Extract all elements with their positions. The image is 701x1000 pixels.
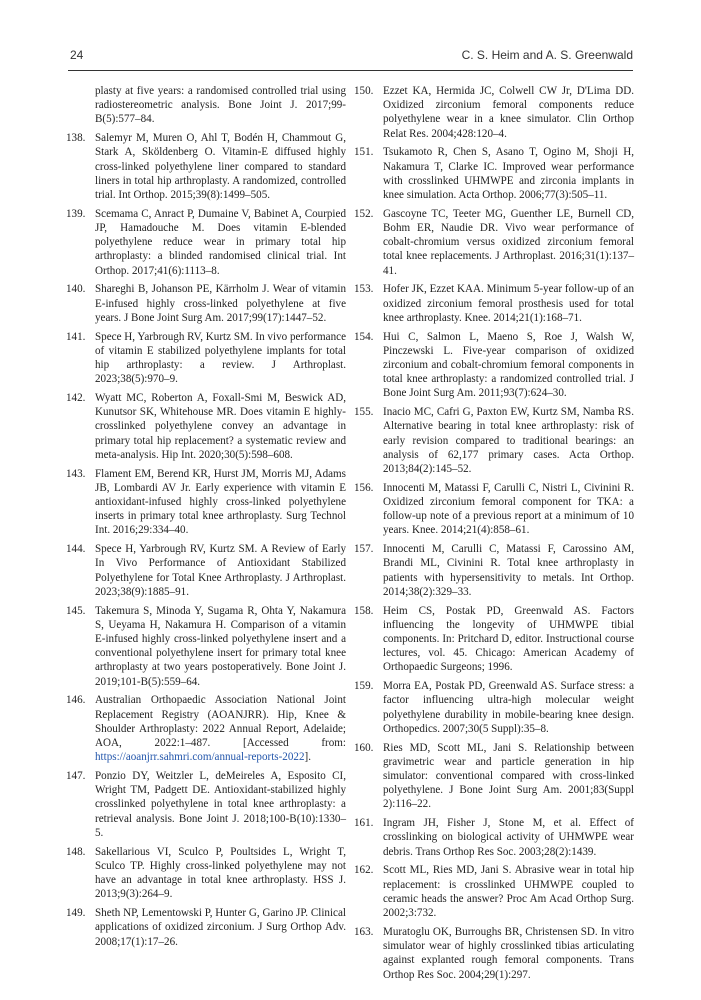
reference-entry [66,131,346,202]
reference-text: Hofer JK, Ezzet KAA. Minimum 5-year follow-up of an oxidized zirconium femoral prosthesis used for total knee arthroplasty. Knee. 2014;21(1):168–71. [383,283,634,324]
reference-number: 140. [66,283,86,296]
reference-list-right [354,84,634,982]
reference-column-right [354,84,634,986]
reference-text: Hui C, Salmon L, Maeno S, Roe J, Walsh W, Pinczewski L. Five-year comparison of oxidized zirconium and cobalt-chromium femoral components in total knee arthroplasty: a randomized controlled trial. J Bone Joint Surg Am. 2011;93(7):624–30. [383,330,634,400]
reference-text: Sakellarious VI, Sculco P, Poultsides L, Wright T, Sculco TP. Highly cross-linked polyethylene may not have an advantage in total knee arthroplasty. HSS J. 2013;9(3):264–9. [95,845,346,901]
reference-entry [354,542,634,599]
reference-number: 139. [66,207,86,220]
reference-text: Takemura S, Minoda Y, Sugama R, Ohta Y, Nakamura S, Ueyama H, Nakamura H. Comparison of a vitamin E-infused highly cross-linked polyethylene insert and a conventional polyethylene insert for primary total knee arthroplasty at two years postoperatively. Bone Joint J. 2019;101-B(5):559–64. [95,604,346,688]
reference-text: Spece H, Yarbrough RV, Kurtz SM. A Review of Early In Vivo Performance of Antioxidant Stabilized Polyethylene for Total Knee Arthroplasty. J Arthroplast. 2023;38(9):1885–91. [95,543,346,598]
reference-number: 141. [66,330,86,343]
reference-number: 163. [354,925,374,938]
reference-entry [66,604,346,689]
reference-text: Wyatt MC, Roberton A, Foxall-Smi M, Beswick AD, Kunutsor SK, Whitehouse MR. Does vitamin E highly-crosslinked polyethylene convey an advantage in primary total hip replacement? a systematic review and meta-analysis. Hip Int. 2020;30(5):598–608. [95,392,346,461]
reference-number: 138. [66,132,86,145]
running-header [68,46,633,68]
reference-entry [66,693,346,764]
reference-number: 145. [66,604,86,617]
reference-number: 148. [66,845,86,858]
reference-text: Ries MD, Scott ML, Jani S. Relationship between gravimetric wear and particle generation in hip simulator: conventional compared with cross-linked polyethylene. J Bone Joint Surg Am. 2001;83(Suppl 2):116–22. [383,741,634,811]
reference-text: Ponzio DY, Weitzler L, deMeireles A, Esposito CI, Wright TM, Padgett DE. Antioxidant-stabilized highly crosslinked polyethylene in total knee arthroplasty: a retrieval analysis. Bone Joint J. 2018;100-B(10):1330–5. [95,770,346,839]
reference-entry [354,741,634,812]
reference-text: Innocenti M, Carulli C, Matassi F, Carossino AM, Brandi ML, Civinini R. Total knee arthroplasty in patients with hypersensitivity to metals. Int Orthop. 2014;38(2):329–33. [383,543,634,598]
reference-number: 154. [354,330,374,343]
reference-number: 159. [354,680,374,693]
reference-number: 143. [66,467,86,480]
reference-text: Inacio MC, Cafri G, Paxton EW, Kurtz SM, Namba RS. Alternative bearing in total knee arthroplasty: risk of early revision compared to traditional bearings: an analysis of 62,177 primary cases. Acta Orthop. 2013;84(2):145–52. [383,406,634,476]
reference-text: Ingram JH, Fisher J, Stone M, et al. Effect of crosslinking on biological activity of UHMWPE wear debris. Trans Orthop Res Soc. 2003;28(2):1439. [383,817,634,858]
reference-text: Morra EA, Postak PD, Greenwald AS. Surface stress: a factor influencing ultra-high molecular weight polyethylene durability in mobile-bearing knee design. Orthopedics. 2007;30(5 Suppl):35–8. [383,680,634,735]
reference-number: 146. [66,694,86,707]
reference-number: 147. [66,770,86,783]
reference-column-left [66,84,346,953]
reference-entry [66,282,346,325]
reference-entry [66,207,346,278]
reference-entry [66,845,346,902]
reference-number: 152. [354,207,374,220]
header-rule [68,70,633,71]
reference-number: 150. [354,85,374,97]
reference-number: 142. [66,392,86,405]
reference-text-tail: ]. [304,751,311,764]
reference-entry [66,330,346,387]
reference-entry [354,282,634,325]
reference-entry [66,391,346,462]
reference-entry [354,481,634,538]
reference-number: 156. [354,481,374,494]
reference-text: Scott ML, Ries MD, Jani S. Abrasive wear in total hip replacement: is crosslinked UHMWPE coupled to ceramic heads the answer? Proc Am Acad Orthop Surg. 2002;3:732. [383,864,634,920]
reference-number: 160. [354,741,374,754]
reference-entry [354,863,634,920]
reference-entry [354,604,634,675]
reference-text: Flament EM, Berend KR, Hurst JM, Morris MJ, Adams JB, Lombardi AV Jr. Early experience with vitamin E antioxidant-infused highly cross-linked polyethylene inserts in primary total knee arthroplasty. Surg Technol Int. 2016;29:334–40. [95,467,346,537]
reference-number: 151. [354,146,374,159]
reference-entry [354,679,634,736]
reference-entry [354,84,634,141]
reference-text: Heim CS, Postak PD, Greenwald AS. Factors influencing the longevity of UHMWPE tibial components. In: Pritchard D, editor. Instructional course lectures, vol. 45. Chicago: American Academy of Orthopaedic Surgeons; 1996. [383,604,634,674]
reference-text: Ezzet KA, Hermida JC, Colwell CW Jr, D'Lima DD. Oxidized zirconium femoral components reduce polyethylene wear in a knee simulator. Clin Orthop Relat Res. 2004;428:120–4. [383,85,634,140]
reference-text: Spece H, Yarbrough RV, Kurtz SM. In vivo performance of vitamin E stabilized polyethylene implants for total hip arthroplasty: a review. J Arthroplast. 2023;38(5):970–9. [95,330,346,386]
reference-link[interactable]: https://aoanjrr.sahmri.com/annual-reports-2022 [95,751,305,764]
reference-entry [354,925,634,982]
reference-list-left [66,131,346,949]
reference-text: Salemyr M, Muren O, Ahl T, Bodén H, Chammout G, Stark A, Sköldenberg O. Vitamin-E diffused highly cross-linked polyethylene liner compared to standard liners in total hip arthroplasty. A randomized, controlled trial. Int Orthop. 2015;39(8):1499–505. [95,132,346,202]
reference-text: Scemama C, Anract P, Dumaine V, Babinet A, Courpied JP, Hamadouche M. Does vitamin E-blended polyethylene reduce wear in primary total hip arthroplasty: a blinded randomised clinical trial. Int Orthop. 2017;41(6):1113–8. [95,207,346,277]
reference-number: 149. [66,907,86,920]
reference-number: 155. [354,406,374,419]
reference-entry [66,542,346,599]
reference-entry [354,816,634,859]
reference-number: 162. [354,864,374,877]
reference-continuation: plasty at five years: a randomised controlled trial using radiostereometric analysis. Bone Joint J. 2017;99-B(5):577–84. [95,85,346,126]
reference-text: Tsukamoto R, Chen S, Asano T, Ogino M, Shoji H, Nakamura T, Clarke IC. Improved wear performance with crosslinked UHMWPE and zirconia implants in knee simulation. Acta Orthop. 2006;77(3):505–11. [383,146,634,202]
reference-text: Gascoyne TC, Teeter MG, Guenther LE, Burnell CD, Bohm ER, Naudie DR. Vivo wear performance of cobalt-chromium versus oxidized zirconium femoral total knee replacements. J Arthroplast. 2016;31(1):137–41. [383,207,634,277]
reference-number: 157. [354,543,374,556]
reference-entry [354,145,634,202]
reference-entry [66,906,346,949]
page-number: 24 [70,48,84,62]
reference-entry [66,769,346,840]
reference-entry [354,405,634,476]
reference-entry [66,467,346,538]
reference-number: 161. [354,817,374,830]
reference-text: Sheth NP, Lementowski P, Hunter G, Garino JP. Clinical applications of oxidized zirconium. J Surg Orthop Adv. 2008;17(1):17–26. [95,907,346,948]
running-head-authors: C. S. Heim and A. S. Greenwald [461,48,633,62]
reference-entry [354,330,634,401]
reference-text: Shareghi B, Johanson PE, Kärrholm J. Wear of vitamin E-infused highly cross-linked polyethylene at five years. J Bone Joint Surg Am. 2017;99(17):1447–52. [95,283,346,324]
reference-text: Muratoglu OK, Burroughs BR, Christensen SD. In vitro simulator wear of highly crosslinked tibias articulating against explanted rough femoral components. Trans Orthop Res Soc. 2004;29(1):297. [383,925,634,981]
reference-text: Australian Orthopaedic Association National Joint Replacement Registry (AOANJRR). Hip, Knee & Shoulder Arthroplasty: 2022 Annual Report, Adelaide; AOA, 2022:1–487. [Accessed from: [95,694,346,750]
reference-number: 144. [66,543,86,556]
reference-number: 153. [354,283,374,296]
reference-number: 158. [354,604,374,617]
reference-text: Innocenti M, Matassi F, Carulli C, Nistri L, Civinini R. Oxidized zirconium femoral component for TKA: a follow-up note of a previous report at a minimum of 10 years. Knee. 2014;21(4):858–61. [383,481,634,537]
reference-entry [354,207,634,278]
